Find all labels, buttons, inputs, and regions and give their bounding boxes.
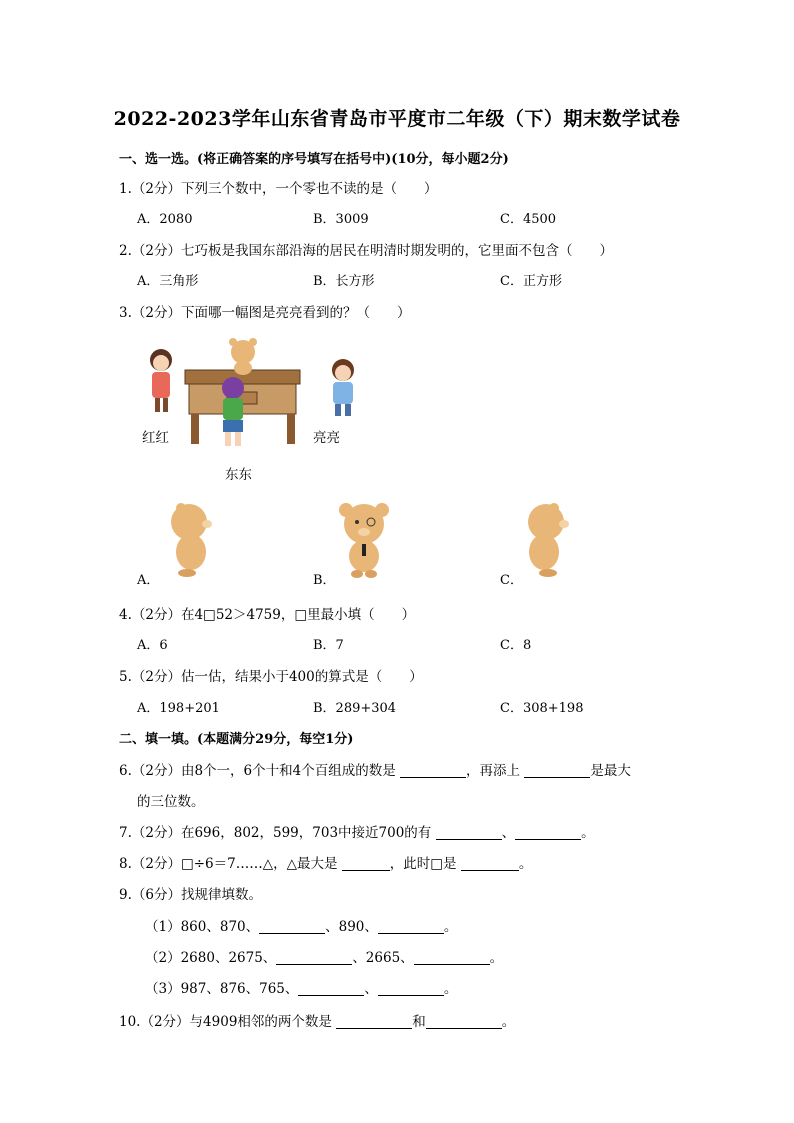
q4-option-c: C．8 — [500, 638, 532, 653]
question-1: 1.（2分）下列三个数中，一个零也不读的是（ ） — [119, 181, 438, 197]
question-6-cont: 的三位数。 — [137, 794, 205, 810]
question-10 — [119, 1010, 515, 1030]
q8-text-3: 。 — [518, 856, 533, 872]
q2-option-b: B．长方形 — [313, 274, 375, 289]
q3-option-a: A． — [137, 573, 160, 588]
q10-text-2: 和 — [412, 1014, 426, 1030]
q5-option-c: C．308+198 — [500, 701, 584, 716]
q6-blank-1[interactable] — [400, 763, 466, 778]
q3-option-c: C． — [500, 573, 523, 588]
question-8 — [119, 852, 532, 872]
label-honghong: 红红 — [142, 430, 169, 446]
q9-row-2 — [145, 946, 503, 966]
q9-r3-text-2: 、 — [364, 981, 378, 997]
q5-option-a: A．198+201 — [137, 701, 220, 716]
q7-text-2: 、 — [501, 825, 516, 841]
q9-r1-text-1: （1）860、870、 — [145, 919, 260, 935]
question-3: 3.（2分）下面哪一幅图是亮亮看到的？（ ） — [119, 305, 411, 321]
question-2: 2.（2分）七巧板是我国东部沿海的居民在明清时期发明的，它里面不包含（ ） — [119, 243, 613, 259]
bear-side-view-right-image — [520, 500, 570, 580]
q9-row-3 — [145, 977, 457, 997]
section-2-heading: 二、填一填。(本题满分29分，每空1分) — [119, 732, 354, 747]
label-dongdong: 东东 — [225, 467, 252, 483]
q4-option-b: B．7 — [313, 638, 344, 653]
q6-text-2: ，再添上 — [466, 763, 521, 779]
q7-text-3: 。 — [581, 825, 595, 841]
question-4: 4.（2分）在4□52＞4759，□里最小填（ ） — [119, 607, 416, 623]
q6-blank-2[interactable] — [524, 763, 590, 778]
q9-r3-blank-2[interactable] — [378, 981, 444, 996]
q9-r1-blank-1[interactable] — [259, 919, 325, 934]
q10-text-1: 10.（2分）与4909相邻的两个数是 — [119, 1014, 332, 1030]
q1-option-b: B．3009 — [313, 212, 369, 227]
q6-text-1: 6.（2分）由8个一，6个十和4个百组成的数是 — [119, 763, 396, 779]
q4-option-a: A．6 — [137, 638, 168, 653]
q3-option-b: B． — [313, 573, 336, 588]
q1-option-c: C．4500 — [500, 212, 557, 227]
q8-text-1: 8.（2分）□÷6＝7……△，△最大是 — [119, 856, 338, 872]
bear-side-view-left-image — [165, 500, 215, 580]
q9-r1-text-2: 、890、 — [325, 919, 378, 935]
table-scene-image — [135, 330, 375, 485]
q1-option-a: A．2080 — [137, 212, 193, 227]
q9-r2-text-1: （2）2680、2675、 — [145, 950, 277, 966]
q5-option-b: B．289+304 — [313, 701, 397, 716]
q8-text-2: ，此时□是 — [389, 856, 457, 872]
q9-r2-blank-2[interactable] — [414, 950, 490, 965]
q7-blank-1[interactable] — [436, 825, 502, 840]
question-5: 5.（2分）估一估，结果小于400的算式是（ ） — [119, 669, 423, 685]
page-title: 2022-2023学年山东省青岛市平度市二年级（下）期末数学试卷 — [113, 108, 681, 130]
q8-blank-2[interactable] — [461, 856, 519, 871]
q2-option-c: C．正方形 — [500, 274, 562, 289]
q9-r1-text-3: 。 — [443, 919, 458, 935]
q2-option-a: A．三角形 — [137, 274, 199, 289]
q10-text-3: 。 — [501, 1014, 516, 1030]
q9-r1-blank-2[interactable] — [378, 919, 444, 934]
label-liangliang: 亮亮 — [313, 430, 340, 446]
q3-scene-illustration — [135, 330, 375, 485]
q9-r3-text-1: （3）987、876、765、 — [145, 981, 299, 997]
section-1-heading: 一、选一选。(将正确答案的序号填写在括号中)(10分，每小题2分) — [119, 152, 509, 167]
bear-front-view-image — [335, 500, 393, 580]
question-9: 9.（6分）找规律填数。 — [119, 887, 262, 903]
q9-row-1 — [145, 915, 457, 935]
question-6 — [119, 759, 631, 779]
q9-r2-text-3: 。 — [489, 950, 504, 966]
q8-blank-1[interactable] — [342, 856, 390, 871]
q9-r3-text-3: 。 — [443, 981, 458, 997]
q7-text-1: 7.（2分）在696，802，599，703中接近700的有 — [119, 825, 432, 841]
q7-blank-2[interactable] — [515, 825, 581, 840]
q10-blank-1[interactable] — [336, 1014, 412, 1029]
question-7 — [119, 821, 595, 841]
q9-r2-blank-1[interactable] — [276, 950, 352, 965]
q9-r2-text-2: 、2665、 — [352, 950, 414, 966]
q9-r3-blank-1[interactable] — [298, 981, 364, 996]
q10-blank-2[interactable] — [426, 1014, 502, 1029]
q6-text-3: 是最大 — [590, 763, 631, 779]
